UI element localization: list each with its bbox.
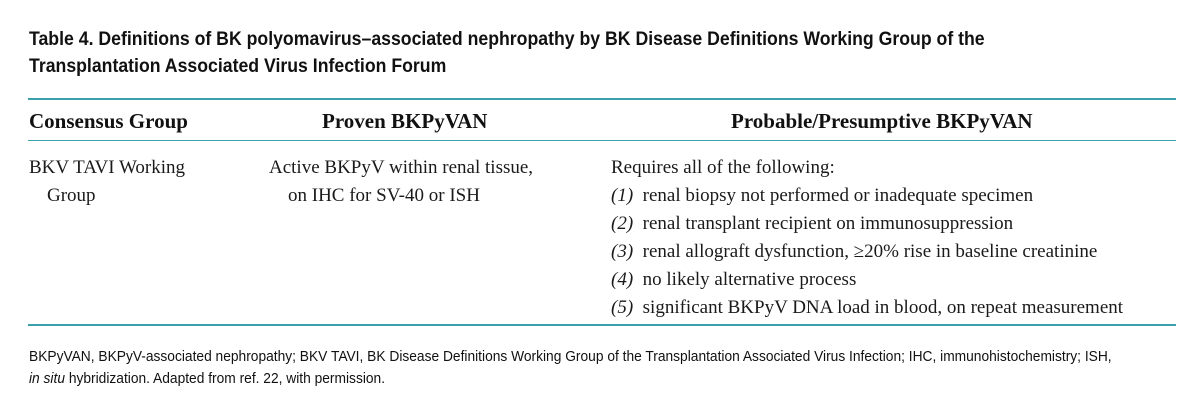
footnote-text-2: hybridization. Adapted from ref. 22, with permission.: [64, 371, 386, 387]
footnote-italic: in situ: [29, 371, 65, 387]
criterion-item: [611, 238, 1181, 266]
criterion-number: (3): [611, 241, 634, 262]
header-proven: Proven BKPyVAN: [322, 109, 488, 133]
cell-proven: [269, 154, 589, 210]
criterion-item: [611, 294, 1181, 322]
header-rule: [28, 140, 1176, 141]
criterion-item: [611, 182, 1181, 210]
criterion-text: significant BKPyV DNA load in blood, on repeat measurement: [642, 297, 1124, 318]
proven-line-1: Active BKPyV within renal tissue,: [269, 157, 534, 178]
proven-line-2: on IHC for SV-40 or ISH: [288, 185, 480, 206]
criterion-text: no likely alternative process: [642, 269, 857, 290]
criterion-text: renal biopsy not performed or inadequate specimen: [642, 185, 1034, 206]
header-probable: Probable/Presumptive BKPyVAN: [731, 109, 1033, 133]
table-title: Table 4. Definitions of BK polyomavirus–associated nephropathy by BK Disease Definitions Working Group of the Transplantation Associated Virus Infection Forum: [29, 29, 985, 77]
criterion-item: [611, 210, 1181, 238]
group-line-1: BKV TAVI Working: [29, 157, 186, 178]
group-line-2: Group: [47, 185, 96, 206]
criterion-number: (2): [611, 213, 634, 234]
criterion-number: (5): [611, 297, 634, 318]
criterion-number: (4): [611, 269, 634, 290]
cell-consensus-group: [29, 154, 229, 210]
criterion-number: (1): [611, 185, 634, 206]
criterion-text: renal allograft dysfunction, ≥20% rise in baseline creatinine: [642, 241, 1098, 262]
criterion-text: renal transplant recipient on immunosuppression: [642, 213, 1014, 234]
footnote-text-1: BKPyVAN, BKPyV-associated nephropathy; BKV TAVI, BK Disease Definitions Working Group of the Transplantation Associated Virus Infection; IHC, immunohistochemistry; ISH,: [29, 349, 1112, 365]
criterion-item: [611, 266, 1181, 294]
probable-intro: Requires all of the following:: [611, 157, 835, 178]
table-footnote: [29, 346, 1122, 390]
cell-probable: [611, 154, 1181, 322]
header-consensus-group: Consensus Group: [29, 109, 188, 133]
bottom-rule: [28, 324, 1176, 326]
top-rule: [28, 98, 1176, 100]
